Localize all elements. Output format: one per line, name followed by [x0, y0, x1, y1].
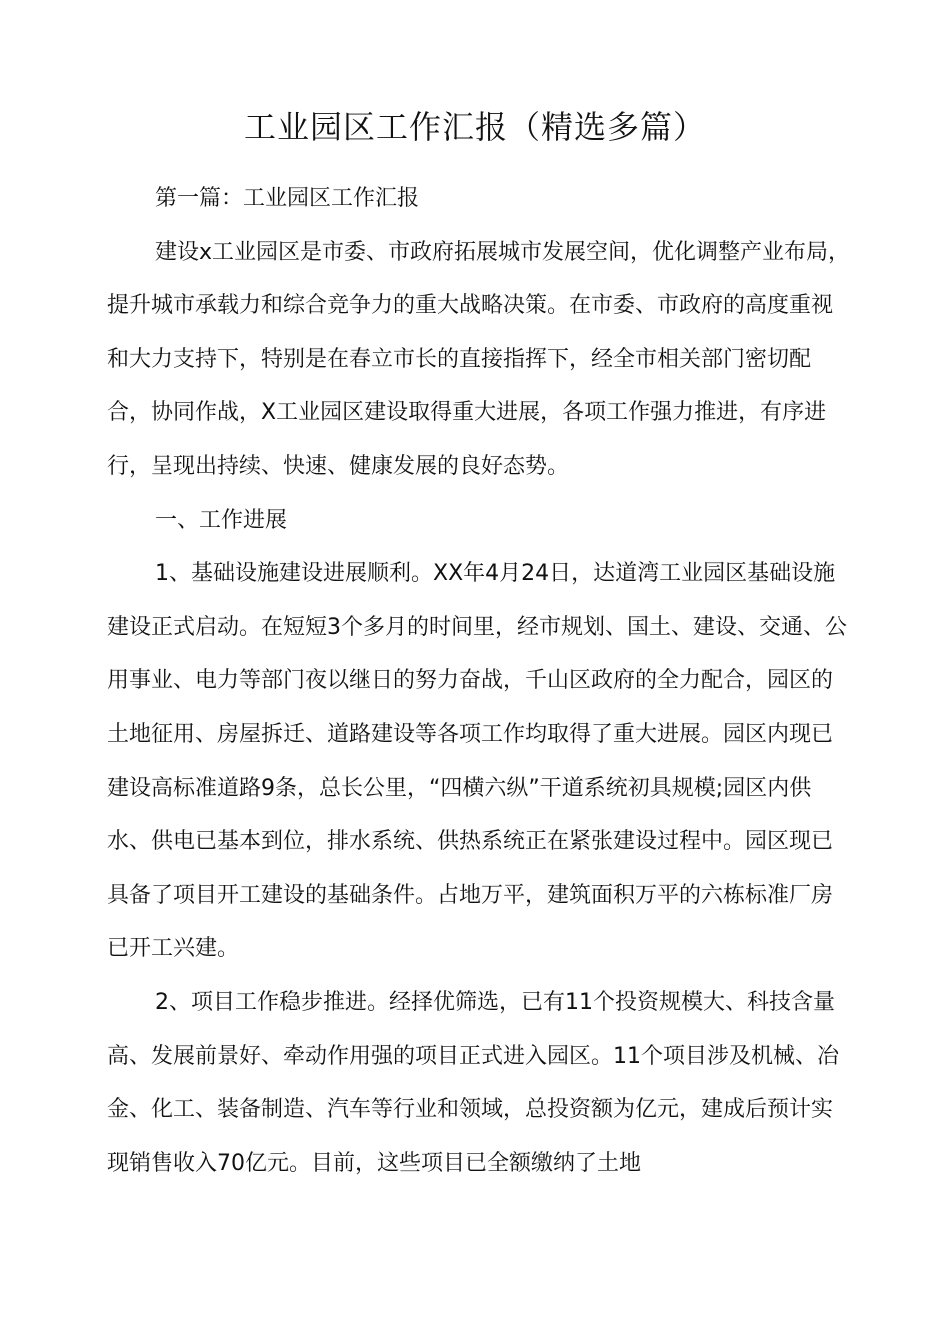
intro-paragraph: 建设x工业园区是市委、市政府拓展城市发展空间，优化调整产业布局，提升城市承载力和综合竞争力的重大战略决策。在市委、市政府的高度重视和大力支持下，特别是在春立市长的直接指挥下，经全市相关部门密切配合，协同作战，X工业园区建设取得重大进展，各项工作强力推进，有序进行，呈现出持续、快速、健康发展的良好态势。	[107, 239, 851, 479]
paragraph-infrastructure: 1、基础设施建设进展顺利。XX年4月24日，达道湾工业园区基础设施建设正式启动。在短短3个多月的时间里，经市规划、国土、建设、交通、公用事业、电力等部门夜以继日的努力奋战，千山区政府的全力配合，园区的土地征用、房屋拆迁、道路建设等各项工作均取得了重大进展。园区内现已建设高标准道路9条，总长公里，“四横六纵”干道系统初具规模;园区内供水、供电已基本到位，排水系统、供热系统正在紧张建设过程中。园区现已具备了项目开工建设的基础条件。占地万平，建筑面积万平的六栋标准厂房已开工兴建。	[107, 561, 847, 962]
subheading-work-progress: 一、工作进展	[155, 507, 288, 533]
section-heading: 第一篇：工业园区工作汇报	[155, 186, 420, 211]
document-body	[107, 172, 853, 1190]
document-title: 工业园区工作汇报（精选多篇）	[243, 108, 706, 146]
paragraph-projects: 2、项目工作稳步推进。经择优筛选，已有11个投资规模大、科技含量高、发展前景好、牵动作用强的项目正式进入园区。11个项目涉及机械、冶金、化工、装备制造、汽车等行业和领域，总投资额为亿元，建成后预计实现销售收入70亿元。目前，这些项目已全额缴纳了土地	[107, 989, 839, 1176]
